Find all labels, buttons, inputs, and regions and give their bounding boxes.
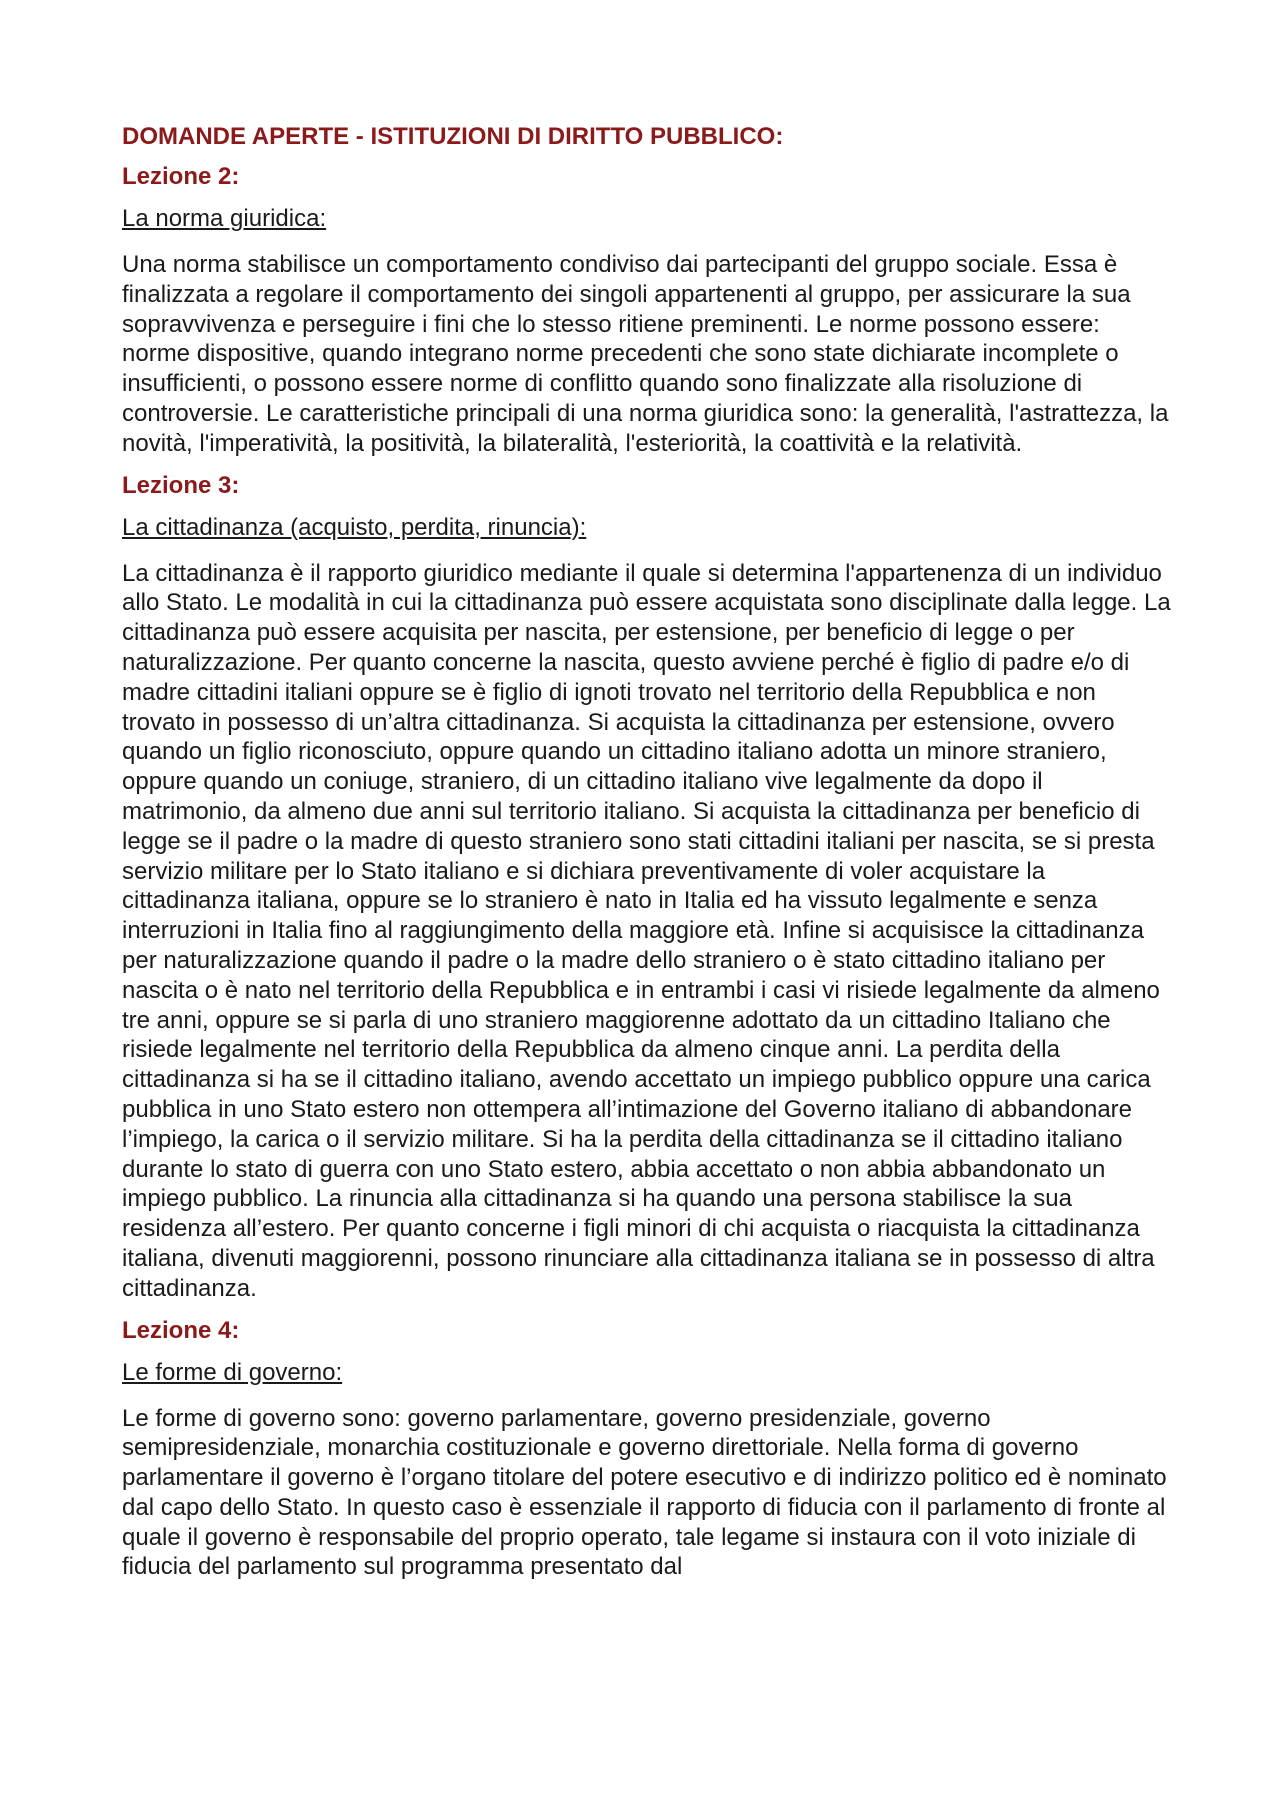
section-lezione-3 — [122, 471, 1172, 1304]
section-lezione-2 — [122, 162, 1172, 459]
lesson-heading: Lezione 3: — [122, 471, 240, 499]
document-page — [122, 122, 1172, 1594]
document-title: DOMANDE APERTE - ISTITUZIONI DI DIRITTO PUBBLICO: — [122, 123, 784, 150]
section-lezione-4 — [122, 1316, 1172, 1583]
topic-paragraph: La cittadinanza è il rapporto giuridico mediante il quale si determina l'appartenenza di un individuo allo Stato. Le modalità in cui la cittadinanza può essere acquistata sono disciplinate dalla legge. La cittadinanza può essere acquisita per nascita, per estensione, per beneficio di legge o per naturalizzazione. Per quanto concerne la nascita, questo avviene perché è figlio di padre e/o di madre cittadini italiani oppure se è figlio di ignoti trovato nel territorio della Repubblica e non trovato in possesso di un’altra cittadinanza. Si acquista la cittadinanza per estensione, ovvero quando un figlio riconosciuto, oppure quando un cittadino italiano adotta un minore straniero, oppure quando un coniuge, straniero, di un cittadino italiano vive legalmente da dopo il matrimonio, da almeno due anni sul territorio italiano. Si acquista la cittadinanza per beneficio di legge se il padre o la madre di questo straniero sono stati cittadini italiani per nascita, se si presta servizio militare per lo Stato italiano e si dichiara preventivamente di voler acquistare la cittadinanza italiana, oppure se lo straniero è nato in Italia ed ha vissuto legalmente e senza interruzioni in Italia fino al raggiungimento della maggiore età. Infine si acquisisce la cittadinanza per naturalizzazione quando il padre o la madre dello straniero o è stato cittadino italiano per nascita o è nato nel territorio della Repubblica e in entrambi i casi vi risiede legalmente da almeno tre anni, oppure se si parla di uno straniero maggiorenne adottato da un cittadino Italiano che risiede legalmente nel territorio della Repubblica da almeno cinque anni. La perdita della cittadinanza si ha se il cittadino italiano, avendo accettato un impiego pubblico oppure una carica pubblica in uno Stato estero non ottempera all’intimazione del Governo italiano di abbandonare l’impiego, la carica o il servizio militare. Si ha la perdita della cittadinanza se il cittadino italiano durante lo stato di guerra con uno Stato estero, abbia accettato o non abbia abbandonato un impiego pubblico. La rinuncia alla cittadinanza si ha quando una persona stabilisce la sua residenza all’estero. Per quanto concerne i figli minori di chi acquista o riacquista la cittadinanza italiana, divenuti maggiorenni, possono rinunciare alla cittadinanza italiana se in possesso di altra cittadinanza. — [122, 559, 1171, 1302]
topic-title: La cittadinanza (acquisto, perdita, rinuncia): — [122, 513, 587, 541]
topic-paragraph: Le forme di governo sono: governo parlamentare, governo presidenziale, governo semipresidenziale, monarchia costituzionale e governo direttoriale. Nella forma di governo parlamentare il governo è l’organo titolare del potere esecutivo e di indirizzo politico ed è nominato dal capo dello Stato. In questo caso è essenziale il rapporto di fiducia con il parlamento di fronte al quale il governo è responsabile del proprio operato, tale legame si instaura con il voto iniziale di fiducia del parlamento sul programma presentato dal — [122, 1404, 1167, 1581]
topic-title: La norma giuridica: — [122, 205, 327, 232]
topic-paragraph: Una norma stabilisce un comportamento condiviso dai partecipanti del gruppo sociale. Essa è finalizzata a regolare il comportamento dei singoli appartenenti al gruppo, per assicurare la sua sopravvivenza e perseguire i fini che lo stesso ritiene preminenti. Le norme possono essere: norme dispositive, quando integrano norme precedenti che sono state dichiarate incomplete o insufficienti, o possono essere norme di conflitto quando sono finalizzate alla risoluzione di controversie. Le caratteristiche principali di una norma giuridica sono: la generalità, l'astrattezza, la novità, l'imperatività, la positività, la bilateralità, l'esteriorità, la coattività e la relatività. — [122, 251, 1169, 457]
lesson-heading: Lezione 2: — [122, 163, 240, 190]
topic-title: Le forme di governo: — [122, 1358, 343, 1386]
lesson-heading: Lezione 4: — [122, 1316, 240, 1344]
